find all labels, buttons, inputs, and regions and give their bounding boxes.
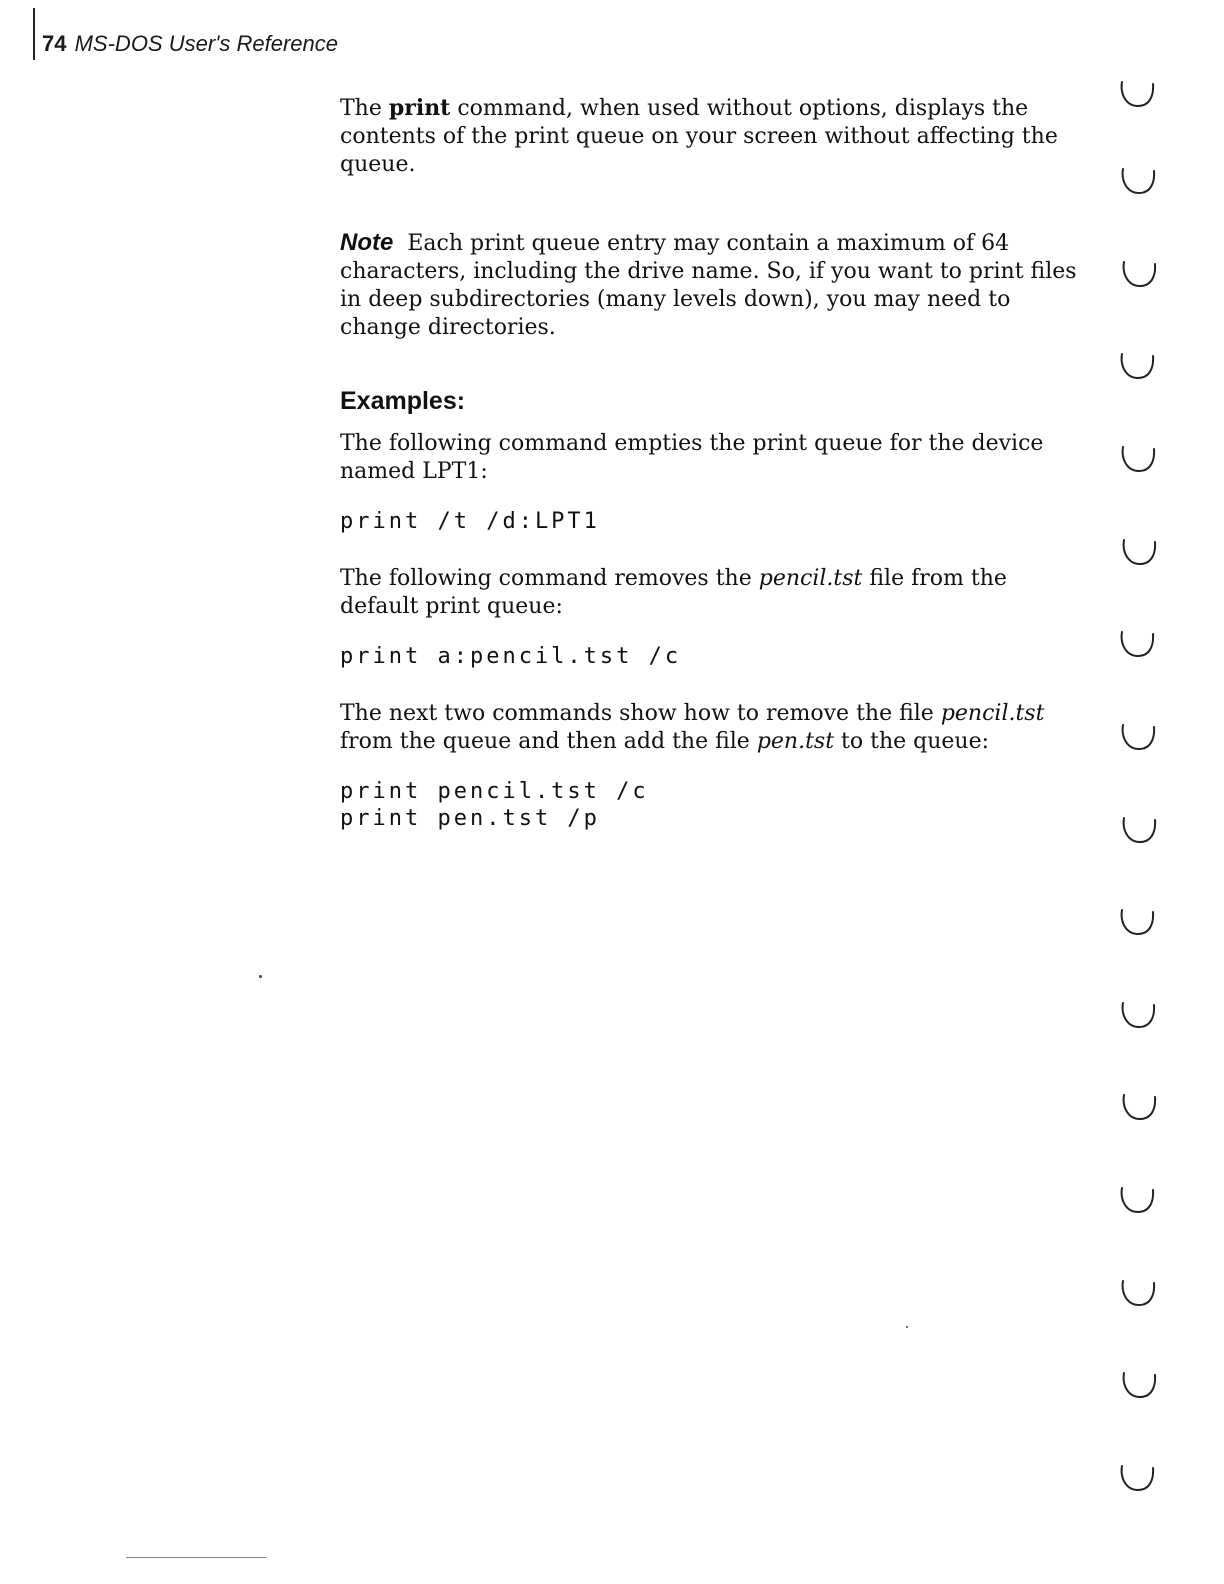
filename: pencil.tst (940, 701, 1045, 726)
examples-heading: Examples: (340, 387, 466, 415)
note-text: Each print queue entry may contain a maximum of 64 characters, including the drive name. So, if you want to print files in deep subdirectories (many levels down), you may need to change directories. (340, 231, 1077, 340)
page-number: 74 (42, 31, 67, 56)
code-line: print a:pencil.tst /c (340, 644, 682, 669)
filename: pencil.tst (758, 566, 863, 591)
binder-hole-icon (1118, 350, 1158, 384)
binder-hole-icon (1120, 536, 1160, 570)
example-2-text (340, 565, 1085, 621)
binder-hole-icon (1118, 628, 1158, 662)
intro-paragraph (340, 94, 1085, 179)
example-3-text (340, 700, 1085, 756)
binder-hole-icon (1118, 1184, 1158, 1218)
example-2-text-after: file from the default print queue: (340, 566, 1007, 619)
example-1-text: The following command empties the print queue for the device named LPT1: (340, 431, 1044, 484)
page-body (340, 94, 1085, 862)
note-label: Note (340, 229, 394, 256)
binder-hole-icon (1119, 721, 1159, 755)
note-paragraph (340, 229, 1085, 342)
example-2-text-before: The following command removes the (340, 566, 759, 591)
footer-rule (126, 1557, 267, 1558)
page-speck (906, 1326, 908, 1328)
running-head (42, 31, 338, 57)
binder-hole-icon (1118, 78, 1158, 112)
example-3-text-after: to the queue: (834, 729, 990, 754)
binder-hole-icon (1119, 165, 1159, 199)
binder-hole-icon (1118, 1462, 1158, 1496)
example-3-text-before: The next two commands show how to remove the file (340, 701, 941, 726)
example-1-code (340, 508, 1085, 535)
example-2-code (340, 643, 1085, 670)
page-speck (259, 975, 262, 978)
header-rule (33, 8, 35, 60)
intro-text-before: The (340, 96, 389, 121)
binder-hole-icon (1119, 443, 1159, 477)
example-3-code (340, 778, 1085, 832)
binder-hole-icon (1119, 1277, 1159, 1311)
binder-hole-icon (1120, 1369, 1160, 1403)
binder-hole-icon (1120, 1091, 1160, 1125)
filename: pen.tst (756, 729, 835, 754)
code-line: print pen.tst /p (340, 806, 600, 831)
binder-hole-icon (1120, 258, 1160, 292)
running-head-title: MS-DOS User's Reference (74, 31, 338, 56)
binder-holes (1100, 0, 1224, 1584)
code-line: print /t /d:LPT1 (340, 509, 600, 534)
binder-hole-icon (1119, 999, 1159, 1033)
intro-text-after: command, when used without options, displays the contents of the print queue on your screen without affecting the queue. (340, 96, 1058, 177)
binder-hole-icon (1120, 814, 1160, 848)
print-command-term: print (388, 95, 451, 121)
example-3-text-middle: from the queue and then add the file (340, 729, 757, 754)
code-line: print pencil.tst /c (340, 779, 649, 804)
binder-hole-icon (1118, 906, 1158, 940)
